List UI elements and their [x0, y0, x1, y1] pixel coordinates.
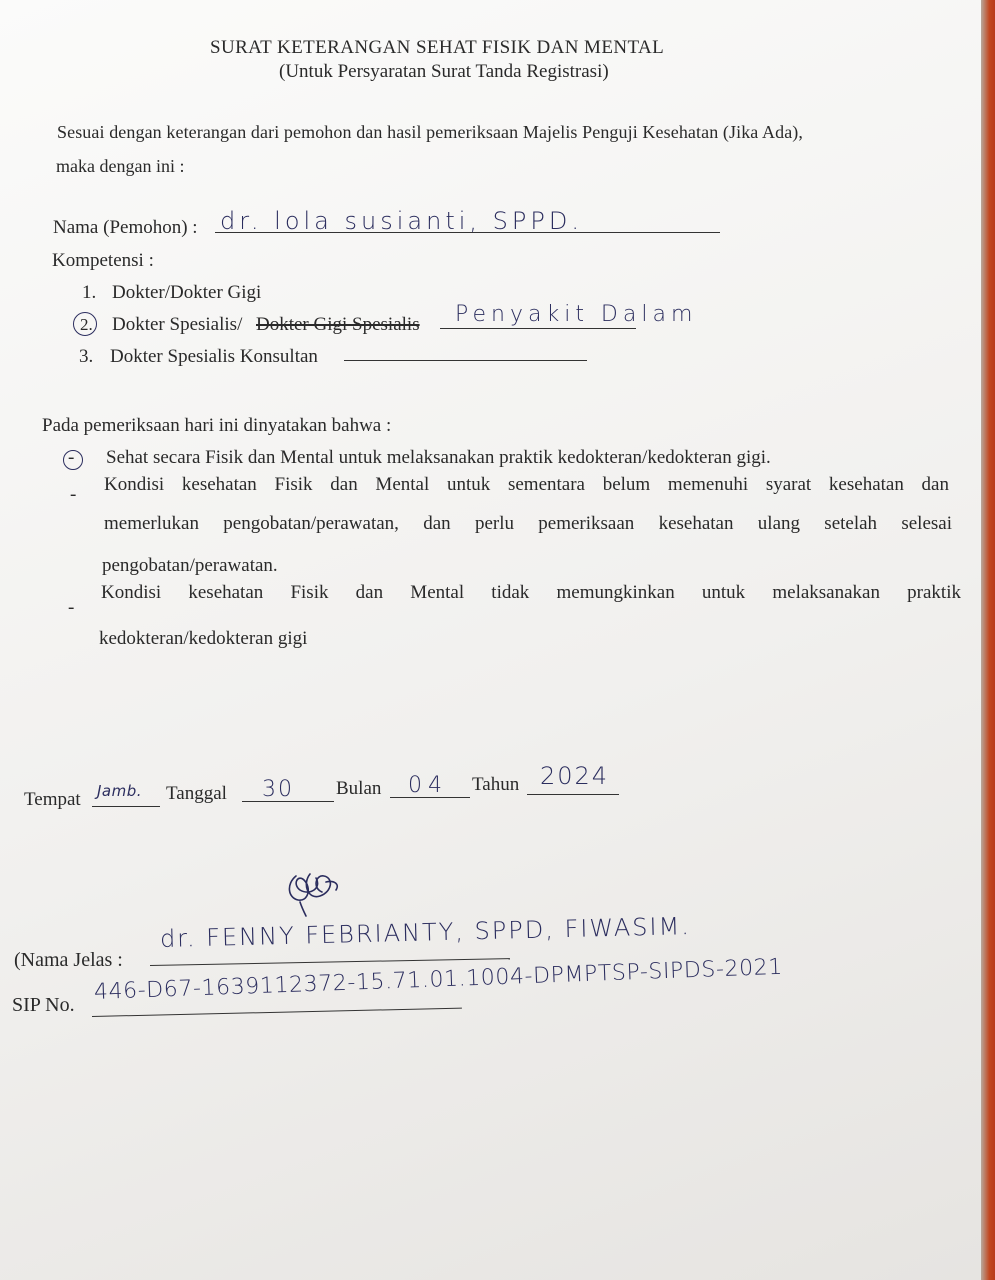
applicant-label: Nama (Pemohon) : — [53, 217, 198, 238]
month-value-handwritten: 04 — [408, 773, 448, 798]
year-label: Tahun — [472, 774, 520, 795]
competence-item-2-handwritten: Penyakit Dalam — [455, 302, 698, 327]
signature-name-underline — [150, 958, 510, 966]
exam-option-3-line-2: kedokteran/kedokteran gigi — [99, 628, 308, 649]
sip-underline — [92, 1008, 462, 1017]
document-title: SURAT KETERANGAN SEHAT FISIK DAN MENTAL — [210, 37, 665, 58]
month-label: Bulan — [336, 778, 382, 799]
year-underline — [527, 794, 619, 795]
competence-item-1-number: 1. — [82, 282, 97, 303]
competence-item-2-text: Dokter Spesialis/ — [112, 314, 243, 335]
background-edge — [981, 0, 995, 1280]
place-underline — [92, 806, 160, 807]
competence-item-2-struck-text: Dokter Gigi Spesialis — [256, 314, 420, 335]
sip-label: SIP No. — [12, 994, 75, 1016]
competence-item-2-number: 2. — [80, 315, 93, 334]
competence-item-3-text: Dokter Spesialis Konsultan — [110, 346, 318, 367]
applicant-name-handwritten: dr. lola susianti, SPPD. — [220, 207, 583, 235]
place-label: Tempat — [24, 789, 81, 810]
competence-item-3-underline — [344, 360, 587, 361]
document-subtitle: (Untuk Persyaratan Surat Tanda Registrasi) — [279, 61, 609, 82]
signature-name-label: (Nama Jelas : — [14, 949, 123, 971]
exam-intro: Pada pemeriksaan hari ini dinyatakan bahwa : — [42, 415, 392, 436]
competence-item-1-text: Dokter/Dokter Gigi — [112, 282, 262, 303]
year-value-handwritten: 2024 — [540, 762, 610, 790]
signature-image — [282, 866, 346, 918]
intro-line-1: Sesuai dengan keterangan dari pemohon dan hasil pemeriksaan Majelis Penguji Kesehatan (Jika Ada), — [57, 122, 803, 142]
exam-option-2-line-1: Kondisi kesehatan Fisik dan Mental untuk sementara belum memenuhi syarat kesehatan dan — [104, 474, 949, 495]
exam-option-2-marker: - — [70, 484, 77, 505]
competence-item-2-underline — [440, 328, 636, 329]
exam-option-3-marker: - — [68, 597, 75, 618]
exam-option-1-marker: - — [68, 447, 75, 468]
intro-line-2: maka dengan ini : — [56, 156, 185, 176]
date-value-handwritten: 30 — [262, 777, 294, 802]
signature-name-handwritten: dr. FENNY FEBRIANTY, SPPD, FIWASIM. — [159, 912, 692, 953]
date-label: Tanggal — [166, 783, 227, 804]
exam-option-2-line-3: pengobatan/perawatan. — [102, 555, 278, 576]
competence-item-3-number: 3. — [79, 346, 94, 367]
exam-option-1-line-1: Sehat secara Fisik dan Mental untuk melaksanakan praktik kedokteran/kedokteran gigi. — [106, 447, 771, 468]
place-value-handwritten: Jamb. — [97, 782, 143, 800]
competence-label: Kompetensi : — [52, 250, 154, 271]
exam-option-3-line-1: Kondisi kesehatan Fisik dan Mental tidak memungkinkan untuk melaksanakan praktik — [101, 582, 961, 603]
exam-option-2-line-2: memerlukan pengobatan/perawatan, dan perlu pemeriksaan kesehatan ulang setelah selesai — [104, 513, 952, 534]
sip-value-handwritten: 446-D67-1639112372-15.71.01.1004-DPMPTSP-SIPDS-2021 — [93, 954, 784, 1005]
